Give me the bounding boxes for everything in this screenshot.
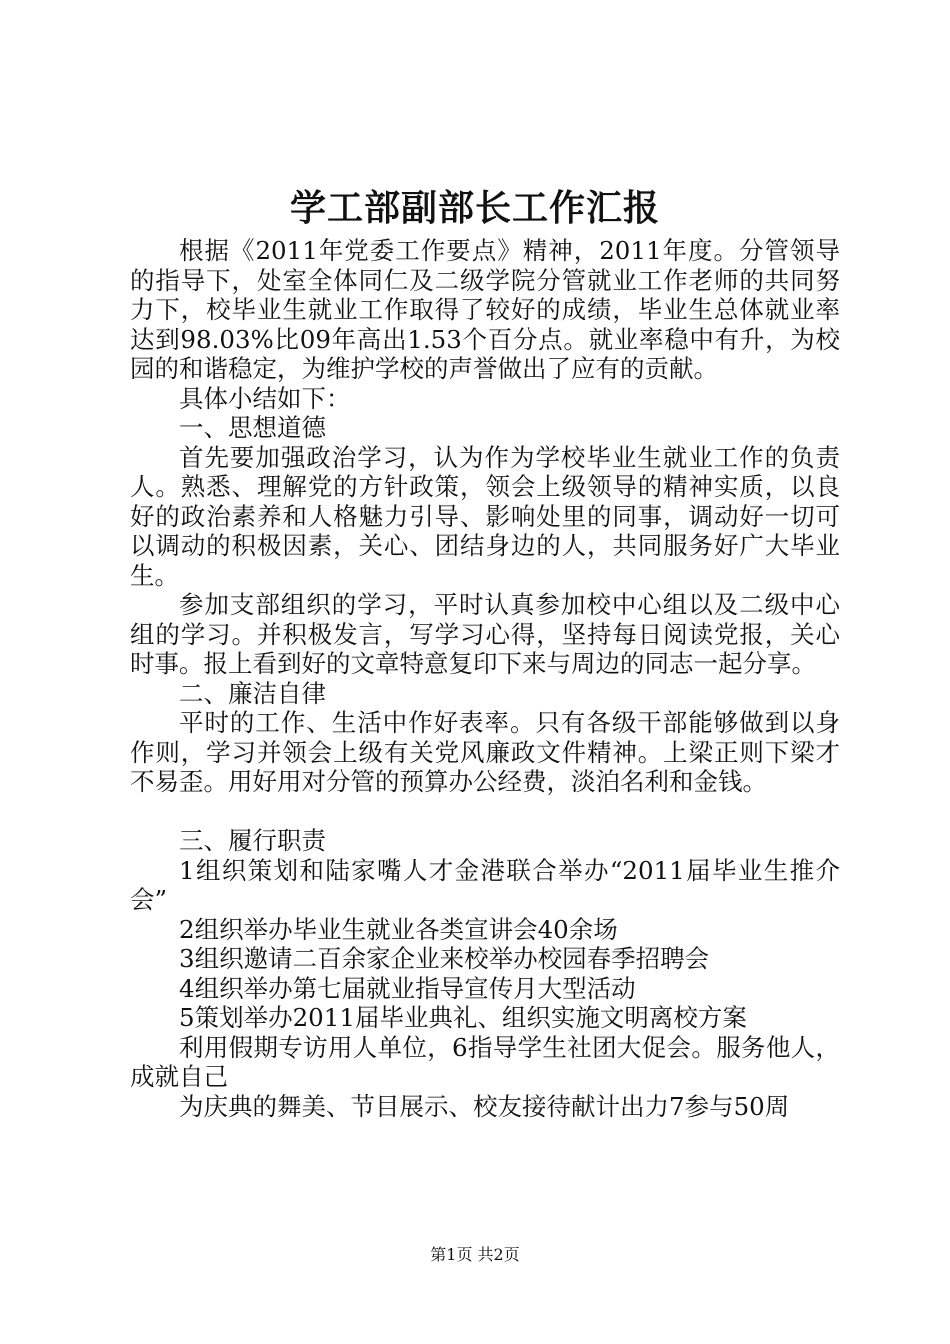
duty-item-5: 5策划举办2011届毕业典礼、组织实施文明离校方案 <box>179 1003 747 1032</box>
paragraph-integrity: 平时的工作、生活中作好表率。只有各级干部能够做到以身作则，学习并领会上级有关党风廉政文件精神。上梁正则下梁才不易歪。用好用对分管的预算办公经费，淡泊名利和金钱。 <box>130 708 840 796</box>
duty-item-3: 3组织邀请二百余家企业来校举办校园春季招聘会 <box>179 944 710 973</box>
paragraph-ideology-1: 首先要加强政治学习，认为作为学校毕业生就业工作的负责人。熟悉、理解党的方针政策，领会上级领导的精神实质，以良好的政治素养和人格魅力引导、影响处里的同事，调动好一切可以调动的积极因素，关心、团结身边的人，共同服务好广大毕业生。 <box>130 442 840 590</box>
section-heading-integrity: 二、廉洁自律 <box>179 678 326 708</box>
document-body <box>130 236 840 1121</box>
paragraph-intro: 根据《2011年党委工作要点》精神，2011年度。分管领导的指导下，处室全体同仁及二级学院分管就业工作老师的共同努力下，校毕业生就业工作取得了较好的成绩，毕业生总体就业率达到98.03%比09年高出1.53个百分点。就业率稳中有升，为校园的和谐稳定，为维护学校的声誉做出了应有的贡献。 <box>130 236 840 383</box>
duty-item-4: 4组织举办第七届就业指导宣传月大型活动 <box>179 973 636 1003</box>
duty-item-1: 1组织策划和陆家嘴人才金港联合举办“2011届毕业生推介会” <box>130 855 840 914</box>
duty-item-6: 利用假期专访用人单位，6指导学生社团大促会。服务他人，成就自己 <box>130 1032 840 1091</box>
paragraph-ideology-2: 参加支部组织的学习，平时认真参加校中心组以及二级中心组的学习。并积极发言，写学习心得，坚持每日阅读党报，关心时事。报上看到好的文章特意复印下来与周边的同志一起分享。 <box>130 590 840 678</box>
section-heading-duties: 三、履行职责 <box>179 826 326 855</box>
duty-item-7: 为庆典的舞美、节目展示、校友接待献计出力7参与50周 <box>179 1091 790 1121</box>
duty-item-2: 2组织举办毕业生就业各类宣讲会40余场 <box>179 914 618 944</box>
page-footer: 第1页 共2页 <box>430 1245 520 1264</box>
document-title: 学工部副部长工作汇报 <box>289 187 660 229</box>
paragraph-summary-lead: 具体小结如下： <box>179 383 351 413</box>
section-heading-ideology: 一、思想道德 <box>179 413 326 442</box>
